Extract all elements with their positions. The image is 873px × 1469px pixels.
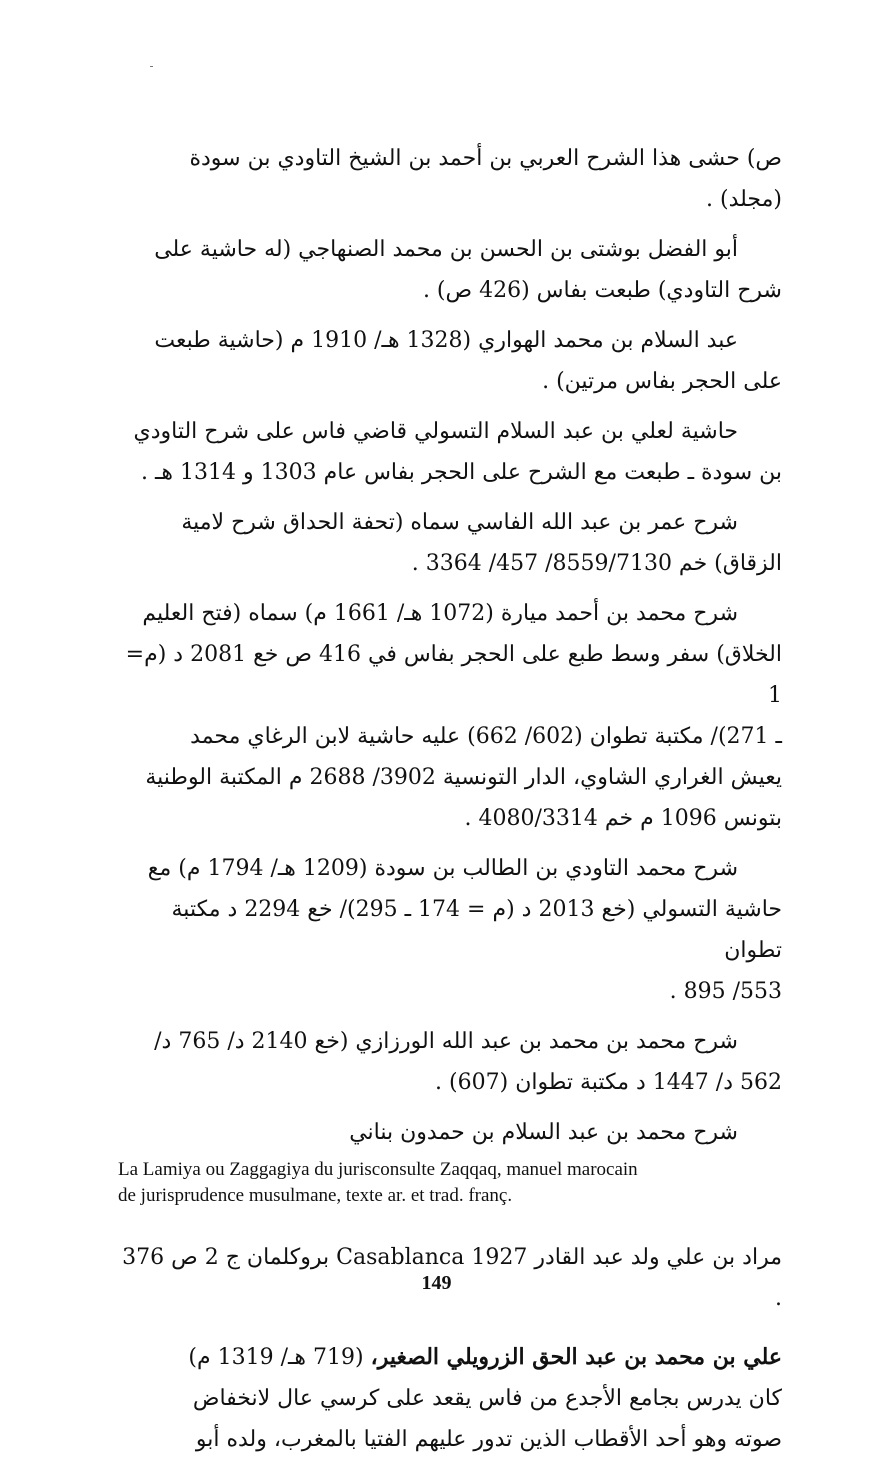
entry-line: حاشية لعلي بن عبد السلام التسولي قاضي فاس على شرح التاودي (133, 419, 738, 444)
entry-line: شرح عمر بن عبد الله الفاسي سماه (تحفة الحداق شرح لامية (181, 510, 738, 535)
entry-line: ص) حشى هذا الشرح العربي بن أحمد بن الشيخ التاودي بن سودة (189, 146, 782, 171)
entry-line: 553/ 895 . (669, 979, 782, 1004)
entry-line: شرح محمد التاودي بن الطالب بن سودة (1209 هـ/ 1794 م) مع (147, 856, 738, 881)
latin-bibliographic-note (118, 1157, 782, 1209)
entry-line: الخلاق) سفر وسط طبع على الحجر بفاس في 416 ص خع 2081 د (م= 1 (125, 642, 782, 708)
entry-line: بتونس 1096 م خم 4080/3314 . (464, 806, 782, 831)
entry-5 (118, 502, 782, 584)
biography-line: كان يدرس بجامع الأجدع من فاس يقعد على كرسي عال لانخفاض (192, 1386, 782, 1411)
entry-line: عبد السلام بن محمد الهواري (1328 هـ/ 1910 م (حاشية طبعت (154, 328, 738, 353)
entry-line: ـ 271)/ مكتبة تطوان (602/ 662) عليه حاشية لابن الرغاي محمد (190, 724, 782, 749)
entry-line: شرح محمد بن أحمد ميارة (1072 هـ/ 1661 م) سماه (فتح العليم (142, 601, 738, 626)
biography-heading-line (118, 1337, 782, 1378)
biography-dates: (719 هـ/ 1319 م) (188, 1345, 364, 1370)
biography-heading: علي بن محمد بن عبد الحق الزرويلي الصغير، (370, 1344, 782, 1370)
latin-line: de jurisprudence musulmane, texte ar. et trad. franç. (118, 1185, 513, 1206)
entry-line: حاشية التسولي (خع 2013 د (م = 174 ـ 295)/ خع 2294 د مكتبة تطوان (171, 897, 782, 963)
entry-line: أبو الفضل بوشتى بن الحسن بن محمد الصنهاجي (له حاشية على (154, 237, 738, 262)
entry-6 (118, 593, 782, 839)
entry-line: يعيش الغراري الشاوي، الدار التونسية 3902/ 2688 م المكتبة الوطنية (145, 765, 782, 790)
entry-line: الزقاق) خم 8559/7130/ 457/ 3364 . (411, 551, 782, 576)
entry-7 (118, 848, 782, 1012)
entry-2 (118, 229, 782, 311)
entry-9 (118, 1112, 782, 1153)
entry-1 (118, 138, 782, 220)
biography-line: صوته وهو أحد الأقطاب الذين تدور عليهم الفتيا بالمغرب، ولده أبو (195, 1427, 782, 1452)
entry-line: 562 د/ 1447 د مكتبة تطوان (607) . (435, 1070, 782, 1095)
entry-line: شرح محمد بن محمد بن عبد الله الورزازي (خع 2140 د/ 765 د/ (154, 1029, 738, 1054)
entry-4 (118, 411, 782, 493)
scan-speck (150, 66, 153, 67)
entry-3 (118, 320, 782, 402)
page-body (118, 138, 782, 1469)
entry-line: شرح محمد بن عبد السلام بن حمدون بناني (349, 1120, 738, 1145)
entry-line: بن سودة ـ طبعت مع الشرح على الحجر بفاس عام 1303 و 1314 هـ . (140, 460, 782, 485)
biography-entry (118, 1337, 782, 1460)
entry-line: على الحجر بفاس مرتين) . (542, 369, 782, 394)
page-number: 149 (421, 1272, 452, 1294)
entry-line: شرح التاودي) طبعت بفاس (426 ص) . (422, 278, 782, 303)
entry-8 (118, 1021, 782, 1103)
murad-line: مراد بن علي ولد عبد القادر Casablanca 1927 بروكلمان ج 2 ص 376 . (122, 1245, 782, 1311)
latin-line: La Lamiya ou Zaggagiya du jurisconsulte Zaqqaq, manuel marocain (118, 1159, 638, 1180)
entry-line: (مجلد) . (706, 187, 782, 212)
